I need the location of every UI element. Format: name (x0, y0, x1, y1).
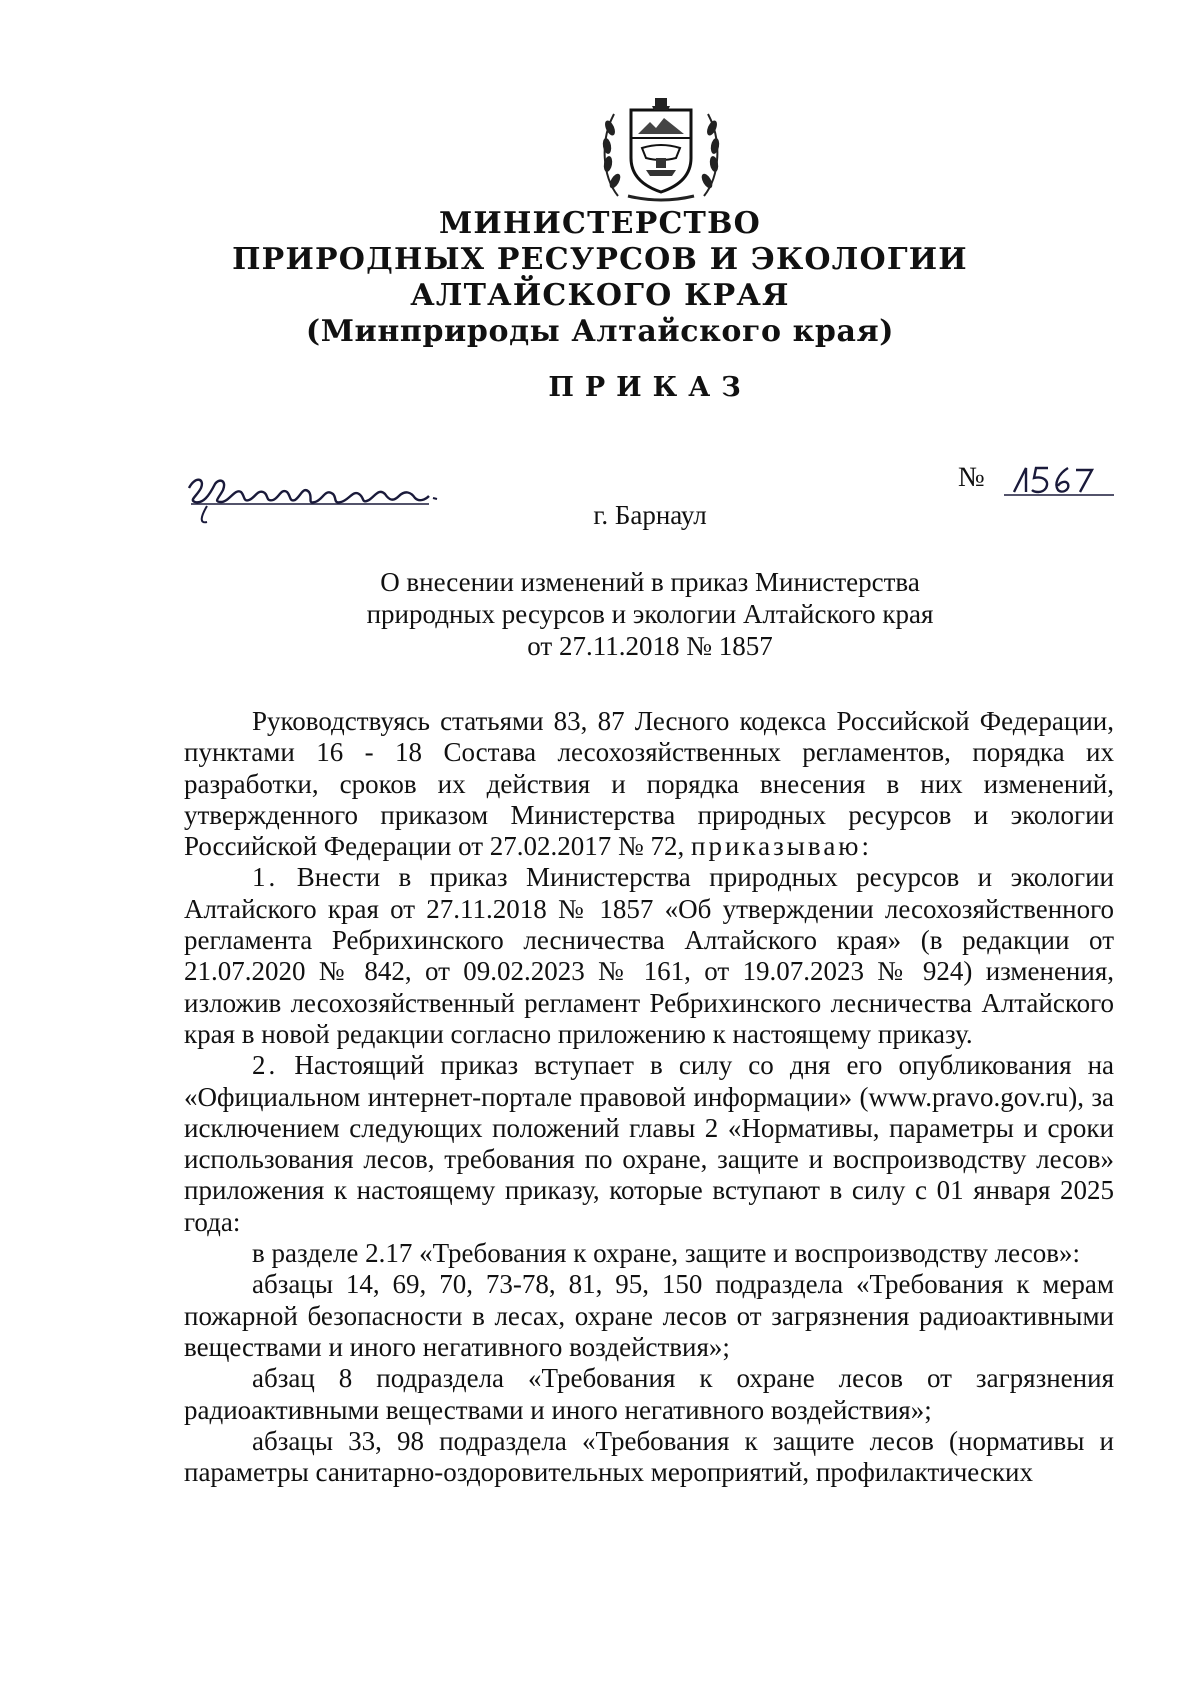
paragraph-forest-protection: абзацы 33, 98 подраздела «Требования к защите лесов (нормативы и параметры санитарно-оздоровительных мероприятий, профилактических (184, 1425, 1114, 1488)
paragraph-fire-safety: абзацы 14, 69, 70, 73-78, 81, 95, 150 подраздела «Требования к мерам пожарной безопасности в лесах, охране лесов от загрязнения радиоактивными веществами и иного негативного воздействия»; (184, 1269, 1114, 1362)
item-1-number: 1. (252, 862, 279, 893)
subject-line-1: О внесении изменений в приказ Министерства (380, 567, 920, 597)
paragraph-section-2-17: в разделе 2.17 «Требования к охране, защите и воспроизводству лесов»: (252, 1238, 1080, 1269)
subject-line-3: от 27.11.2018 № 1857 (527, 631, 773, 661)
order-number-label: № (958, 462, 985, 493)
item-1-text: Внести в приказ Министерства природных ресурсов и экологии Алтайского края от 27.11.2018 № 1857 «Об утверждении лесохозяйственного регламента Ребрихинского лесничества Алтайского края» (в редакции от 21.07.2020 № 842, от 09.02.2023 № 161, от 19.07.2023 № 924) изменения, изложив лесохозяйственный регламент Ребрихинского лесничества Алтайского края в новой редакции согласно приложению к настоящему приказу. (184, 862, 1115, 1049)
basis-text: Руководствуясь статьями 83, 87 Лесного кодекса Российской Федерации, пунктами 16 - 18 Состава лесохозяйственных регламентов, порядка их разработки, сроков их действия и порядка внесения в них изменений, утвержденного приказом Министерства природных ресурсов и экологии Российской Федерации от 27.02.2017 № 72, (184, 706, 1114, 862)
header-line-3: АЛТАЙСКОГО КРАЯ (410, 278, 790, 313)
header-line-2: ПРИРОДНЫХ РЕСУРСОВ И ЭКОЛОГИИ (232, 242, 968, 277)
order-body (184, 706, 1114, 1488)
subject-line-2: природных ресурсов и экологии Алтайского края (366, 599, 934, 629)
order-title: ПРИКАЗ (548, 372, 752, 403)
item-2-number: 2. (252, 1050, 279, 1081)
order-keyword: приказываю: (691, 831, 872, 862)
paragraph-pollution: абзац 8 подраздела «Требования к охране лесов от загрязнения радиоактивными веществами и иного негативного воздействия»; (184, 1363, 1114, 1425)
paragraph-item-1 (184, 862, 1114, 1050)
header-line-4: (Минприроды Алтайского края) (305, 314, 895, 349)
header-line-1: МИНИСТЕРСТВО (439, 206, 761, 241)
handwritten-number (1004, 462, 1114, 502)
paragraph-basis (184, 706, 1114, 862)
order-subject (0, 566, 1200, 662)
paragraph-item-2 (184, 1050, 1114, 1238)
item-2-text: Настоящий приказ вступает в силу со дня его опубликования на «Официальном интернет-портале правовой информации» (www.pravo.gov.ru), за исключением следующих положений главы 2 «Нормативы, параметры и сроки использования лесов, требования по охране, защите и воспроизводству лесов» приложения к настоящему приказу, которые вступают в силу с 01 января 2025 года: (184, 1050, 1114, 1237)
city: г. Барнаул (593, 500, 707, 530)
coat-of-arms-emblem (598, 88, 724, 206)
ministry-header (0, 206, 1200, 350)
